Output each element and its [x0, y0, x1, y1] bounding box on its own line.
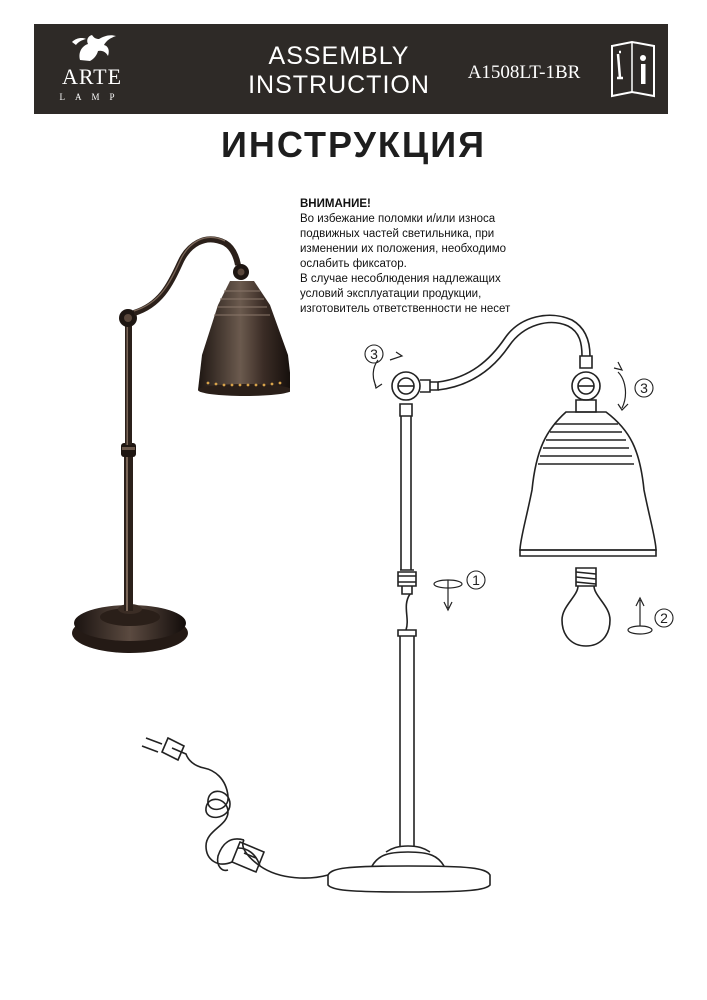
page-title: ИНСТРУКЦИЯ	[221, 124, 486, 165]
brand-logo	[50, 30, 134, 110]
header-title	[224, 42, 454, 100]
rotate-arrow-icon	[628, 626, 652, 634]
tilt-arrow-icon	[618, 372, 628, 410]
header-bar	[34, 24, 668, 114]
step-badge-1	[467, 571, 485, 589]
lamp-base-drawing	[328, 866, 490, 892]
header-title-line2: INSTRUCTION	[248, 71, 430, 99]
brand-subtitle: LAMP	[59, 92, 125, 102]
tilt-arrow-icon	[373, 360, 382, 388]
brand-name: ARTE	[61, 64, 123, 89]
warning-line: изменении их положения, необходимо	[300, 243, 507, 255]
step-badge-3-right	[635, 379, 653, 397]
step-label: 1	[472, 572, 480, 588]
assembly-diagram	[110, 300, 700, 900]
griffin-icon	[50, 30, 134, 66]
warning-line: ослабить фиксатор.	[300, 258, 407, 270]
warning-line: В случае несоблюдения надлежащих	[300, 273, 501, 285]
warning-line: Во избежание поломки и/или износа	[300, 213, 496, 225]
header-title-line1: ASSEMBLY	[268, 42, 410, 70]
instruction-book-icon	[608, 38, 658, 100]
step-label: 3	[370, 346, 378, 362]
warning-line: подвижных частей светильника, при	[300, 228, 495, 240]
warning-title: ВНИМАНИЕ!	[300, 198, 371, 210]
warning-line: изготовитель ответственности не несет	[300, 303, 511, 315]
cord-switch-drawing	[232, 842, 264, 872]
model-number: A1508LT-1BR	[467, 62, 581, 83]
warning-line: условий эксплуатации продукции,	[300, 288, 482, 300]
step-label: 2	[660, 610, 668, 626]
step-badge-3-left	[365, 345, 383, 363]
step-badge-2	[655, 609, 673, 627]
warning-block	[300, 197, 560, 317]
step-label: 3	[640, 380, 648, 396]
